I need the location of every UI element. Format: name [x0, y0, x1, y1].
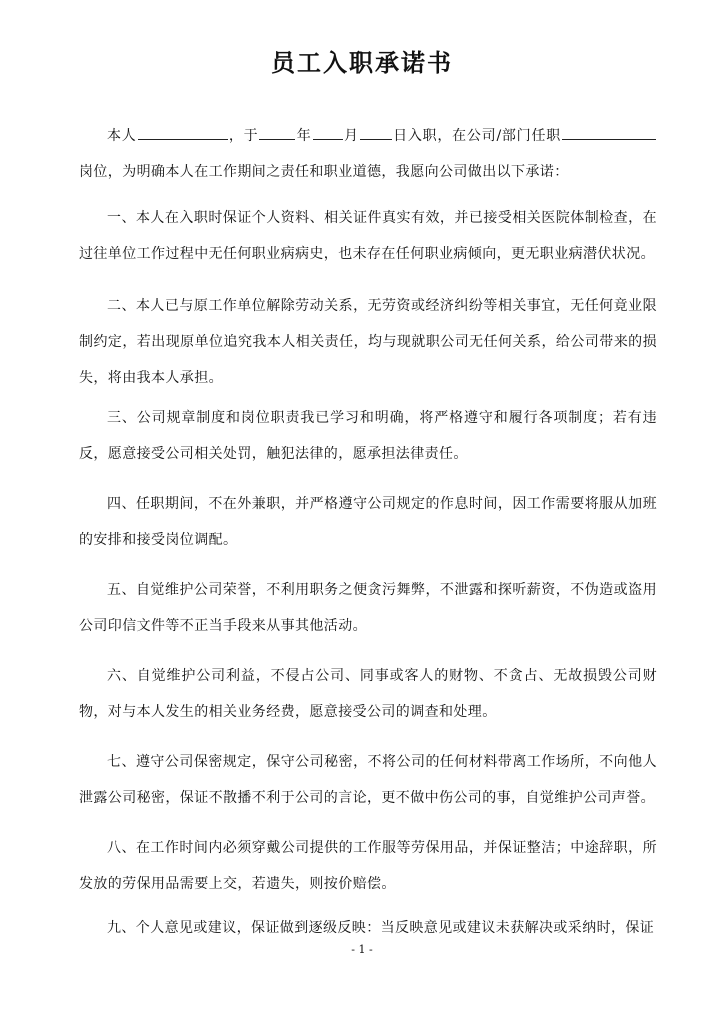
name-blank[interactable]: [138, 125, 228, 140]
position-blank[interactable]: [562, 125, 656, 140]
intro-text-1: 本人: [107, 128, 137, 144]
clause-8: 八、在工作时间内必须穿戴公司提供的工作服等劳保用品，并保证整洁；中途辞职，所发放的劳保用品需要上交，若遗失，则按价赔偿。: [79, 840, 657, 892]
clause-5: 五、自觉维护公司荣誉，不利用职务之便贪污舞弊，不泄露和探听薪资，不伪造或盗用公司印信文件等不正当手段来从事其他活动。: [79, 582, 657, 634]
clause-4: 四、任职期间，不在外兼职，并严格遵守公司规定的作息时间，因工作需要将服从加班的安排和接受岗位调配。: [79, 496, 657, 548]
intro-text-5: 日入职，在公司/部门任职: [392, 128, 561, 144]
day-blank[interactable]: [360, 125, 392, 140]
clause-9: 九、个人意见或建议，保证做到逐级反映：当反映意见或建议未获解决或采纳时，保证: [107, 920, 655, 936]
intro-text-3: 年: [296, 128, 312, 144]
intro-text-2: ，于: [228, 128, 259, 144]
clause-1: 一、本人在入职时保证个人资料、相关证件真实有效，并已接受相关医院体制检查，在过往单位工作过程中无任何职业病病史，也未存在任何职业病倾向，更无职业病潜伏状况。: [79, 210, 657, 262]
clause-6: 六、自觉维护公司利益，不侵占公司、同事或客人的财物、不贪占、无故损毁公司财物，对与本人发生的相关业务经费，愿意接受公司的调查和处理。: [79, 668, 657, 720]
year-blank[interactable]: [259, 125, 295, 140]
month-blank[interactable]: [313, 125, 343, 140]
page-number: - 1 -: [351, 943, 373, 956]
document-title: 员工入职承诺书: [271, 48, 453, 77]
clause-2: 二、本人已与原工作单位解除劳动关系，无劳资或经济纠纷等相关事宜，无任何竟业限制约定，若出现原单位追究我本人相关责任，均与现就职公司无任何关系，给公司带来的损失，将由我本人承担。: [79, 298, 657, 386]
intro-text-4: 月: [343, 128, 359, 144]
clause-7: 七、遵守公司保密规定，保守公司秘密，不将公司的任何材料带离工作场所，不向他人泄露公司秘密，保证不散播不利于公司的言论，更不做中伤公司的事，自觉维护公司声誉。: [79, 754, 657, 806]
clause-3: 三、公司规章制度和岗位职责我已学习和明确，将严格遵守和履行各项制度；若有违反，愿意接受公司相关处罚，触犯法律的，愿承担法律责任。: [79, 410, 657, 462]
intro-text-6: 岗位，为明确本人在工作期间之责任和职业道德，我愿向公司做出以下承诺：: [79, 164, 569, 180]
intro-paragraph: [79, 118, 657, 190]
